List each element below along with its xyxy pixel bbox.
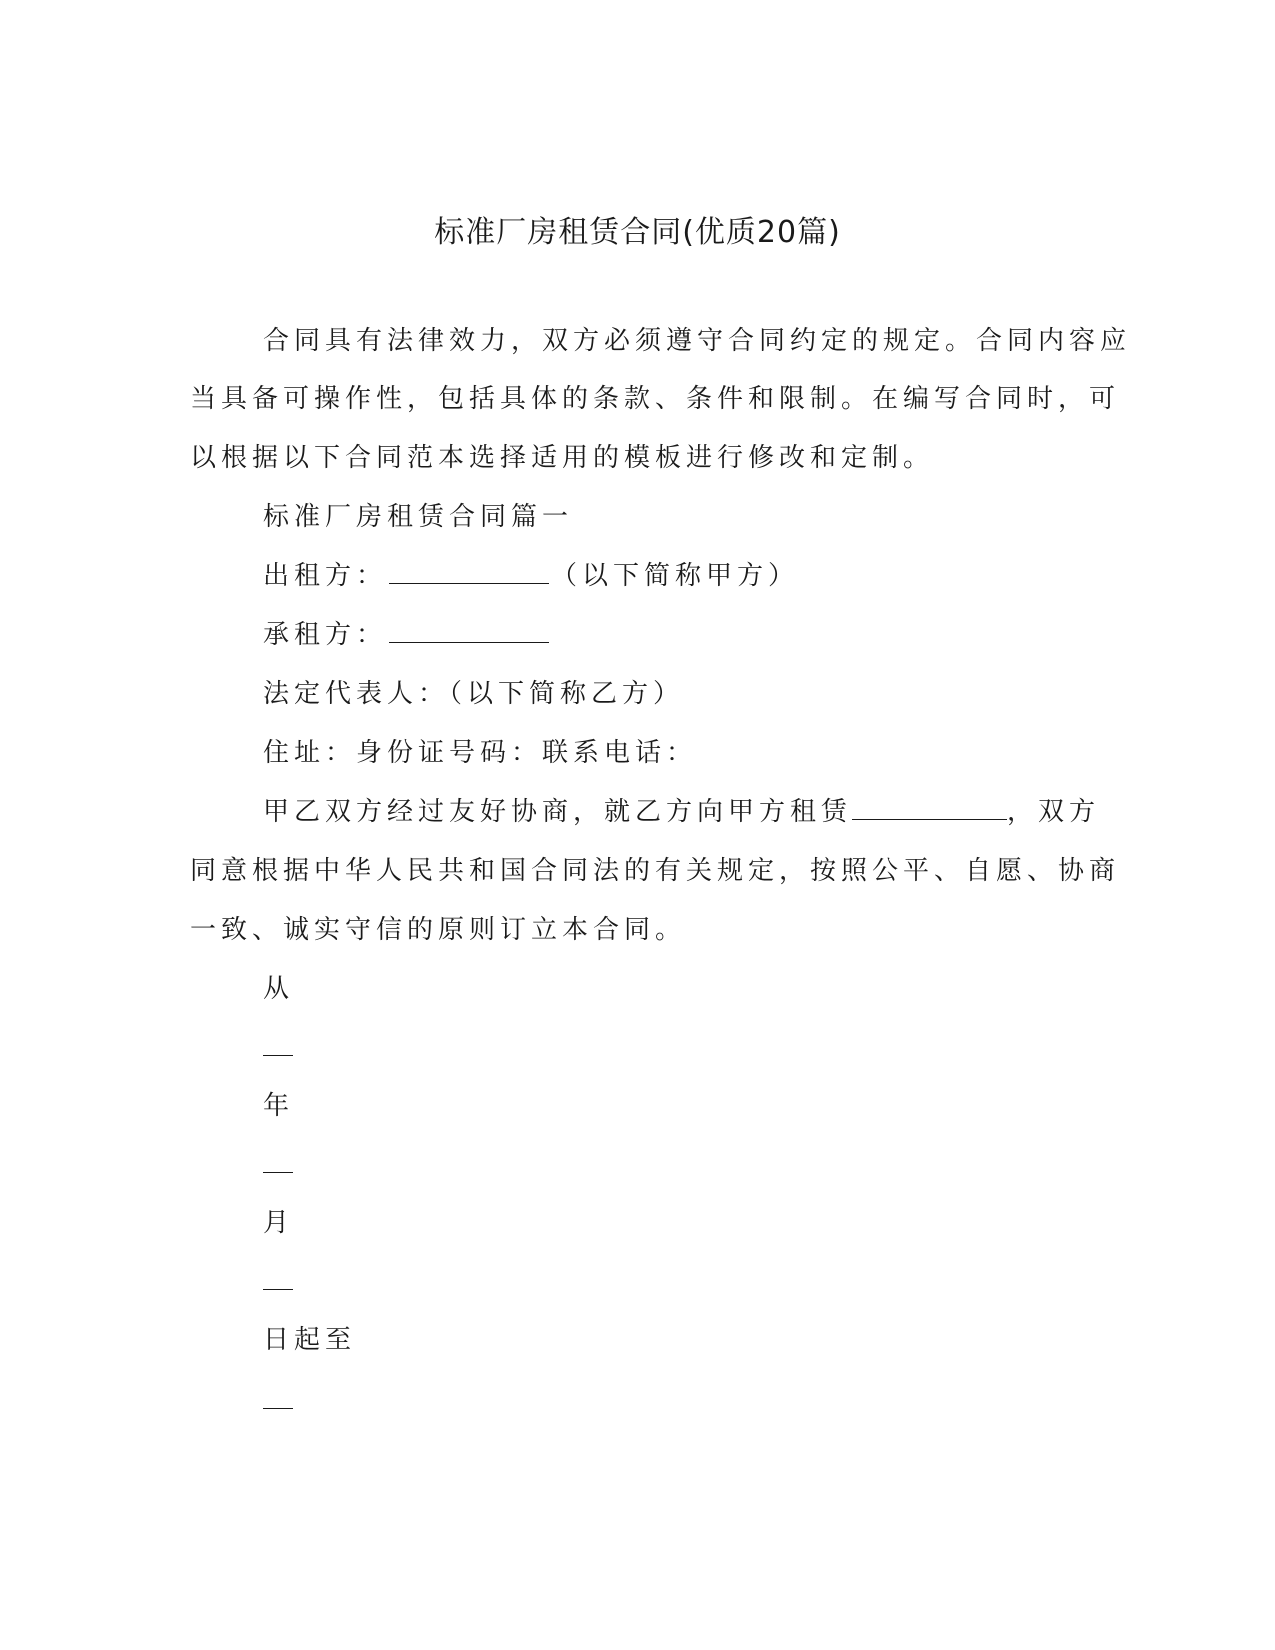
agreement-suffix: ，双方: [1007, 797, 1101, 827]
date-from: 从: [263, 974, 295, 1004]
lessor-label: 出租方：: [263, 561, 388, 591]
date-blank-4: [263, 1408, 293, 1409]
lessee-blank: [389, 618, 549, 643]
lessee-line: [263, 614, 551, 651]
agreement-line-3: 一致、诚实守信的原则订立本合同。: [190, 915, 687, 945]
date-blank-2: [263, 1172, 293, 1173]
section-heading: 标准厂房租赁合同篇一: [263, 502, 574, 532]
intro-line-2: 当具备可操作性，包括具体的条款、条件和限制。在编写合同时，可: [190, 384, 1121, 414]
date-month: 月: [263, 1208, 295, 1238]
intro-line-3: 以根据以下合同范本选择适用的模板进行修改和定制。: [190, 443, 935, 473]
lessor-suffix: （以下简称甲方）: [551, 561, 800, 591]
lessor-blank: [389, 559, 549, 584]
agreement-blank: [852, 795, 1007, 820]
document-title: 标准厂房租赁合同(优质20篇): [434, 215, 841, 250]
contact-line: 住址：身份证号码：联系电话：: [263, 738, 698, 768]
date-blank-3: [263, 1289, 293, 1290]
intro-line-1: 合同具有法律效力，双方必须遵守合同约定的规定。合同内容应: [263, 326, 1132, 356]
date-year: 年: [263, 1091, 295, 1121]
legal-rep-line: 法定代表人：（以下简称乙方）: [263, 679, 685, 709]
date-day-to: 日起至: [263, 1325, 357, 1355]
date-blank-1: [263, 1055, 293, 1056]
agreement-line-1: [263, 791, 1100, 828]
agreement-line-2: 同意根据中华人民共和国合同法的有关规定，按照公平、自愿、协商: [190, 856, 1121, 886]
agreement-prefix: 甲乙双方经过友好协商，就乙方向甲方租赁: [263, 797, 853, 827]
lessor-line: [263, 555, 799, 592]
lessee-label: 承租方：: [263, 620, 388, 650]
